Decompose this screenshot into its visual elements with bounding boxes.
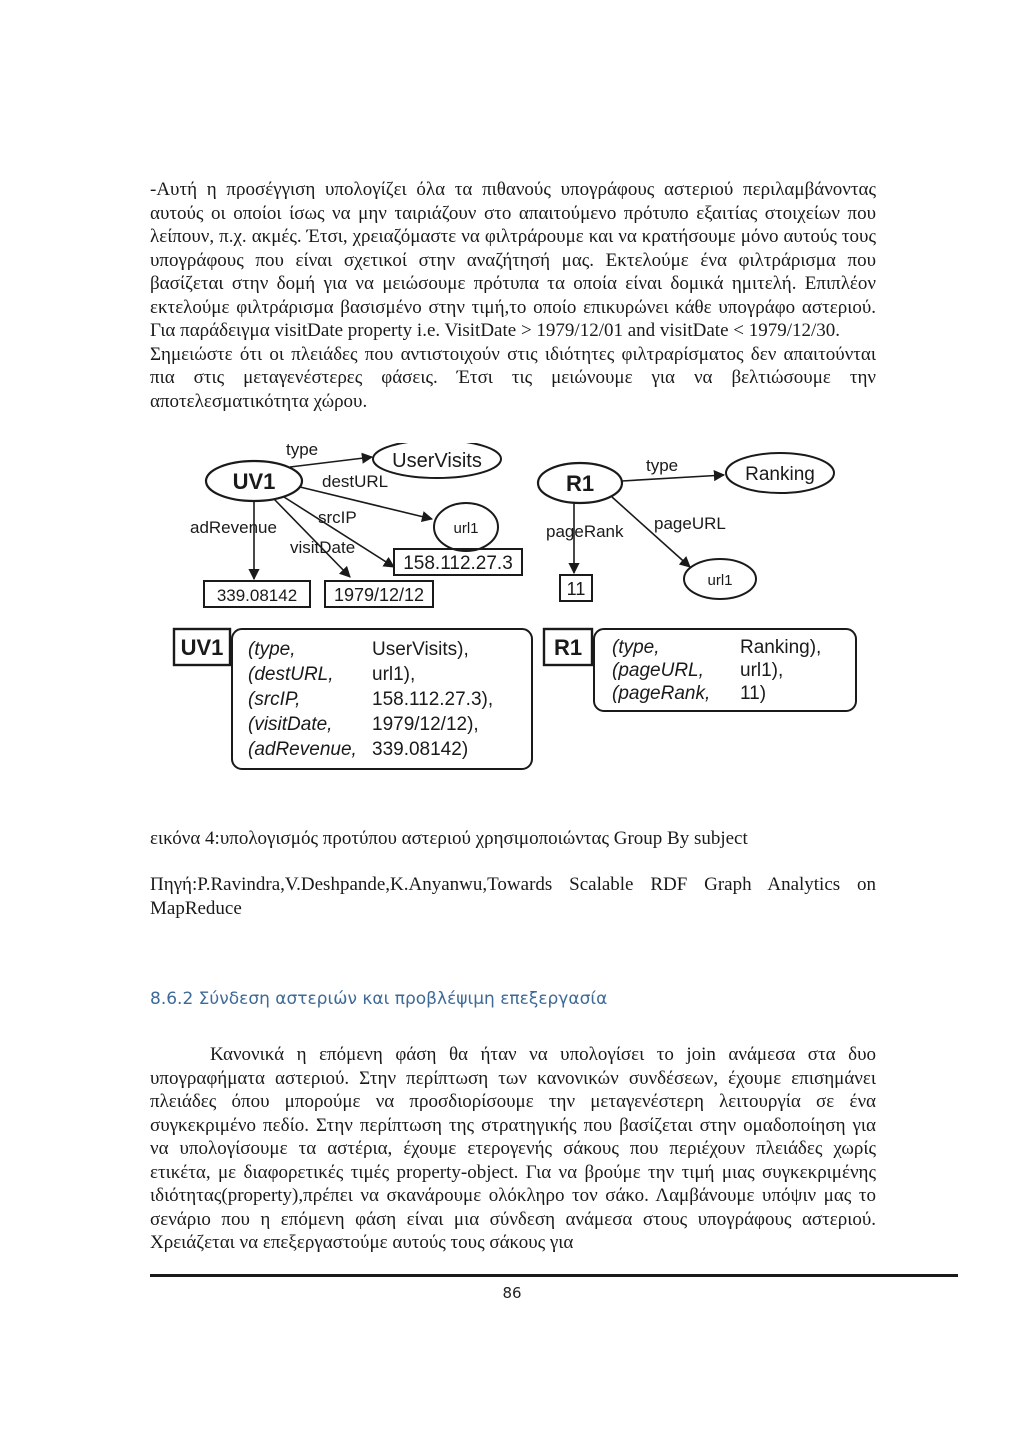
- table-r1-label: R1: [553, 635, 583, 660]
- table-uv1-rows: [248, 639, 493, 760]
- figure-diagram: [150, 443, 876, 823]
- edge-r1-pageurl-label: pageURL: [654, 514, 726, 533]
- uv1-ip-value: 158.112.27.3: [403, 553, 513, 574]
- edge-r1-pagerank-label: pageRank: [546, 522, 624, 541]
- table-uv1-label: UV1: [180, 635, 224, 660]
- table-r1-row-value: url1),: [740, 660, 784, 681]
- r1-url-label: url1: [707, 572, 733, 589]
- table-r1-row-prop: (pageRank,: [612, 683, 711, 704]
- figure-source: Πηγή:P.Ravindra,V.Deshpande,K.Anyanwu,Towards Scalable RDF Graph Analytics on MapReduce: [150, 874, 876, 919]
- table-r1-rows: [612, 637, 821, 704]
- uv1-date-value: 1979/12/12: [333, 585, 425, 605]
- table-uv1-row-prop: (destURL,: [248, 664, 334, 685]
- table-uv1-row-value: 339.08142): [372, 739, 469, 760]
- table-uv1-row-value: 1979/12/12),: [372, 714, 479, 735]
- section-heading: 8.6.2 Σύνδεση αστεριών και προβλέψιμη επεξεργασία: [150, 989, 608, 1009]
- table-uv1-row-value: UserVisits),: [372, 639, 469, 660]
- edge-uv1-type-label: type: [286, 443, 319, 459]
- uv1-revenue-value: 339.08142: [216, 586, 298, 605]
- table-uv1-row-prop: (srcIP,: [248, 689, 301, 710]
- uservisits-label: UserVisits: [392, 450, 482, 472]
- edge-uv1-adrevenue-label: adRevenue: [190, 518, 277, 537]
- uv1-node-label: UV1: [232, 469, 276, 494]
- figure-star-pattern: [150, 443, 876, 823]
- table-r1-row-prop: (pageURL,: [612, 660, 704, 681]
- edge-uv1-desturl-label: destURL: [322, 472, 389, 491]
- table-uv1-row-prop: (visitDate,: [248, 714, 333, 735]
- edge-r1-type: [622, 475, 724, 481]
- note-paragraph: Σημειώστε ότι οι πλειάδες που αντιστοιχούν στις ιδιότητες φιλτραρίσματος δεν απαιτούνται πια στις μεταγενέστερες φάσεις. Έτσι τις μειώνουμε για να βελτιώσουμε την αποτελεσματικότητα χώρου.: [150, 343, 876, 412]
- r1-node-label: R1: [565, 471, 595, 496]
- page-number: 86: [502, 1284, 522, 1302]
- ranking-label: Ranking: [745, 464, 815, 485]
- table-uv1-row-prop: (adRevenue,: [248, 739, 357, 760]
- body-paragraph: Κανονικά η επόμενη φάση θα ήταν να υπολογίσει το join ανάμεσα στα δυο υπογραφήματα αστεριού. Στην περίπτωση των κανονικών συνδέσεων, έχουμε επισημάνει πλειάδες όπου μπορούμε να προσδιορίσουμε την μεταγενέστερη λειτουργία σε ένα συγκεκριμένο πεδίο. Στην περίπτωση της στρατηγικής που βασίζεται στην ομαδοποίηση για να υπολογίσουμε τα αστέρια, έχουμε ετερογενής σάκους που περιέχουν πλειάδες χωρίς ετικέτα, με διαφορετικές τιμές property-object. Για να βρούμε την τιμή μιας συγκεκριμένης ιδιότητας(property),πρέπει να σκανάρουμε ολόκληρο τον σάκο. Λαμβάνουμε υπόψιν μας το σενάριο που η επόμενη φάση είναι μια σύνδεση ανάμεσα στους υπογράφους αστεριού. Χρειάζεται να επεξεργαστούμε αυτούς τους σάκους για: [150, 1044, 876, 1253]
- r1-rank-value: 11: [566, 579, 586, 599]
- table-uv1-row-value: url1),: [372, 664, 416, 685]
- uv1-url-label: url1: [453, 520, 479, 537]
- footer-rule: [150, 1274, 958, 1277]
- table-uv1-row-prop: (type,: [248, 639, 296, 660]
- table-uv1-row-value: 158.112.27.3),: [372, 689, 494, 710]
- figure-caption: εικόνα 4:υπολογισμός προτύπου αστεριού χρησιμοποιώντας Group By subject: [150, 828, 748, 849]
- document-page: [150, 178, 876, 1255]
- table-r1-row-prop: (type,: [612, 637, 660, 658]
- edge-uv1-visitdate-label: visitDate: [290, 538, 356, 557]
- table-r1-row-value: Ranking),: [740, 637, 822, 658]
- table-r1-row-value: 11): [740, 683, 767, 704]
- edge-r1-type-label: type: [646, 456, 679, 475]
- edge-uv1-srcip-label: srcIP: [318, 508, 357, 527]
- intro-paragraph: -Αυτή η προσέγγιση υπολογίζει όλα τα πιθανούς υπογράφους αστεριού περιλαμβάνοντας αυτούς οι οποίοι ίσως να μην ταιριάζουν στο απαιτούμενο πρότυπο εξαιτίας στοιχείων που λείπουν, π.χ. ακμές. Έτσι, χρειαζόμαστε να φιλτράρουμε και να κρατήσουμε μόνο αυτούς τους υπογράφους που είναι σχετικοί στην αναζήτησή μας. Εκτελούμε ένα φιλτράρισμα που βασίζεται στην δομή για να μειώσουμε πρότυπα τα οποία είναι δομικά ημιτελή. Επιπλέον εκτελούμε φιλτράρισμα βασισμένο στην τιμή,το οποίο επικυρώνει κάθε υπογράφο αστεριού. Για παράδειγμα visitDate property i.e. VisitDate > 1979/12/01 and visitDate < 1979/12/30.: [150, 179, 876, 341]
